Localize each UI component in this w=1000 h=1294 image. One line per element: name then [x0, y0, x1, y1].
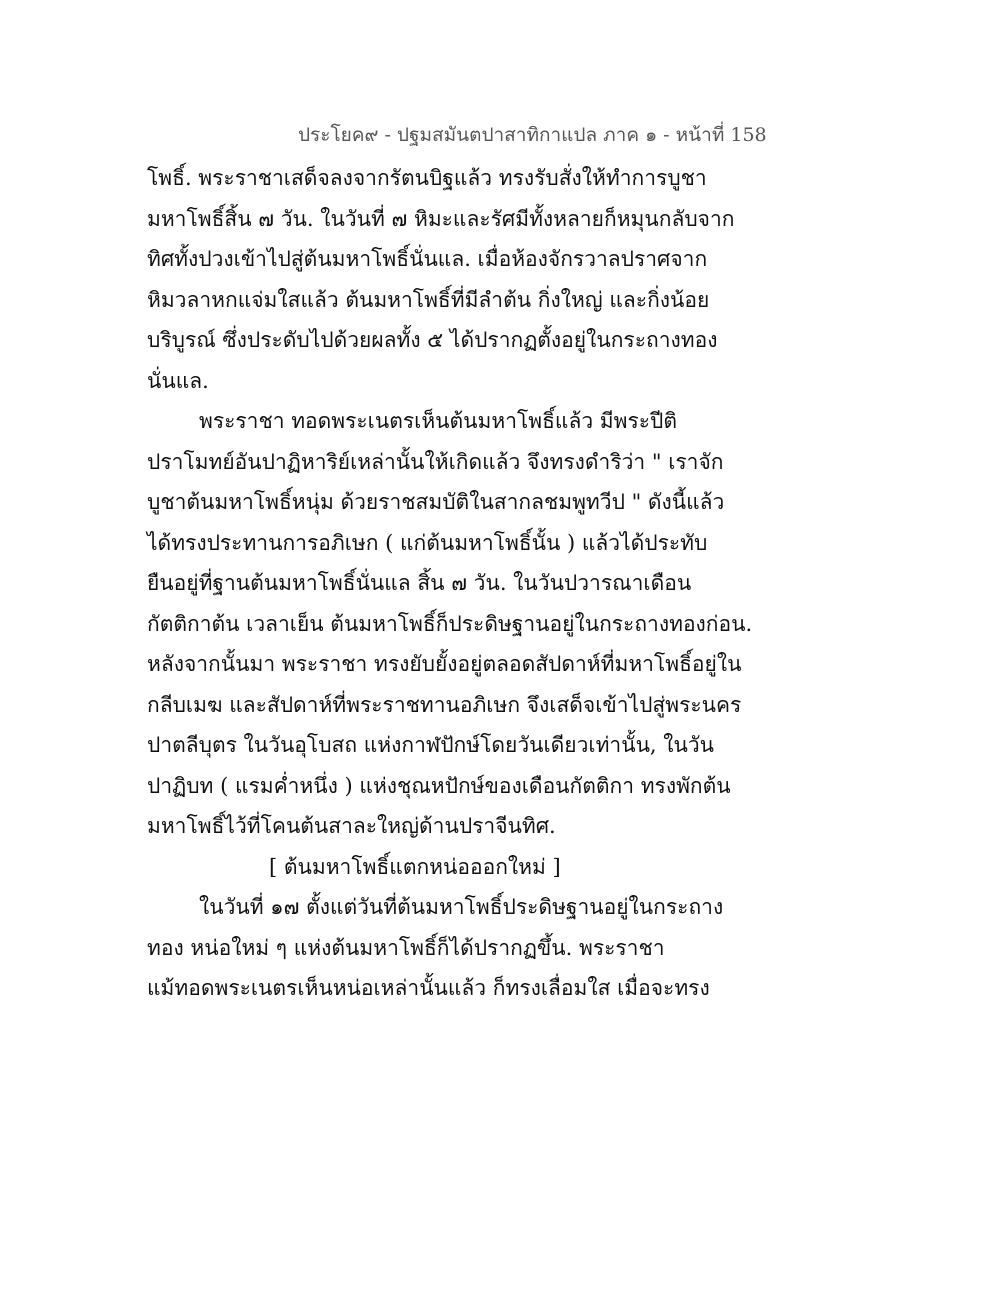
body-text	[147, 158, 753, 1009]
text-line: กัตติกาต้น เวลาเย็น ต้นมหาโพธิ์ก็ประดิษฐานอยู่ในกระถางทองก่อน.	[147, 611, 753, 636]
text-line: บริบูรณ์ ซึ่งประดับไปด้วยผลทั้ง ๕ ได้ปรากฏตั้งอยู่ในกระถางทอง	[147, 328, 718, 352]
text-line: หิมวลาหกแจ่มใสแล้ว ต้นมหาโพธิ์ที่มีลำต้น กิ่งใหญ่ และกิ่งน้อย	[147, 287, 710, 312]
text-line: แม้ทอดพระเนตรเห็นหน่อเหล่านั้นแล้ว ก็ทรงเลื่อมใส เมื่อจะทรง	[147, 976, 710, 1000]
text-line: ทอง หน่อใหม่ ๆ แห่งต้นมหาโพธิ์ก็ได้ปรากฏขึ้น. พระราชา	[147, 935, 665, 960]
text-line: บูชาต้นมหาโพธิ์หนุ่ม ด้วยราชสมบัติในสากลชมพูทวีป " ดังนี้แล้ว	[147, 490, 725, 514]
text-line: โพธิ์. พระราชาเสด็จลงจากรัตนบิฐแล้ว ทรงรับสั่งให้ทำการบูชา	[147, 166, 707, 190]
text-line: มหาโพธิ์สิ้น ๗ วัน. ในวันที่ ๗ หิมะและรัศมีทั้งหลายก็หมุนกลับจาก	[147, 206, 735, 231]
text-line: หลังจากนั้นมา พระราชา ทรงยับยั้งอยู่ตลอดสัปดาห์ที่มหาโพธิ์อยู่ใน	[147, 652, 742, 676]
text-line: ยืนอยู่ที่ฐานต้นมหาโพธิ์นั่นแล สิ้น ๗ วัน. ในวันปวารณาเดือน	[147, 571, 692, 595]
text-line: ได้ทรงประทานการอภิเษก ( แก่ต้นมหาโพธิ์นั้น ) แล้วได้ประทับ	[147, 530, 708, 555]
text-line: นั่นแล.	[147, 368, 209, 393]
text-line: กลีบเมฆ และสัปดาห์ที่พระราชทานอภิเษก จึงเสด็จเข้าไปสู่พระนคร	[147, 692, 742, 717]
text-line: มหาโพธิ์ไว้ที่โคนต้นสาละใหญ่ด้านปราจีนทิศ.	[147, 814, 556, 838]
paragraph-start-line: พระราชา ทอดพระเนตรเห็นต้นมหาโพธิ์แล้ว มีพระปีติ	[199, 409, 678, 433]
page-header: ประโยค๙ - ปฐมสมันตปาสาทิกาแปล ภาค ๑ - หน้าที่ 158	[298, 124, 767, 146]
section-heading: [ ต้นมหาโพธิ์แตกหน่อออกใหม่ ]	[269, 854, 561, 879]
text-line: ทิศทั้งปวงเข้าไปสู่ต้นมหาโพธิ์นั่นแล. เมื่อห้องจักรวาลปราศจาก	[147, 247, 708, 271]
paragraph-start-line: ในวันที่ ๑๗ ตั้งแต่วันที่ต้นมหาโพธิ์ประดิษฐานอยู่ในกระถาง	[199, 895, 724, 919]
text-line: ปาตลีบุตร ในวันอุโบสถ แห่งกาฬปักษ์โดยวันเดียวเท่านั้น, ในวัน	[147, 733, 715, 757]
text-line: ปราโมทย์อันปาฏิหาริย์เหล่านั้นให้เกิดแล้ว จึงทรงดำริว่า " เราจัก	[147, 449, 724, 474]
text-line: ปาฏิบท ( แรมค่ำหนึ่ง ) แห่งชุณหปักษ์ของเดือนกัตติกา ทรงพักต้น	[147, 773, 731, 798]
